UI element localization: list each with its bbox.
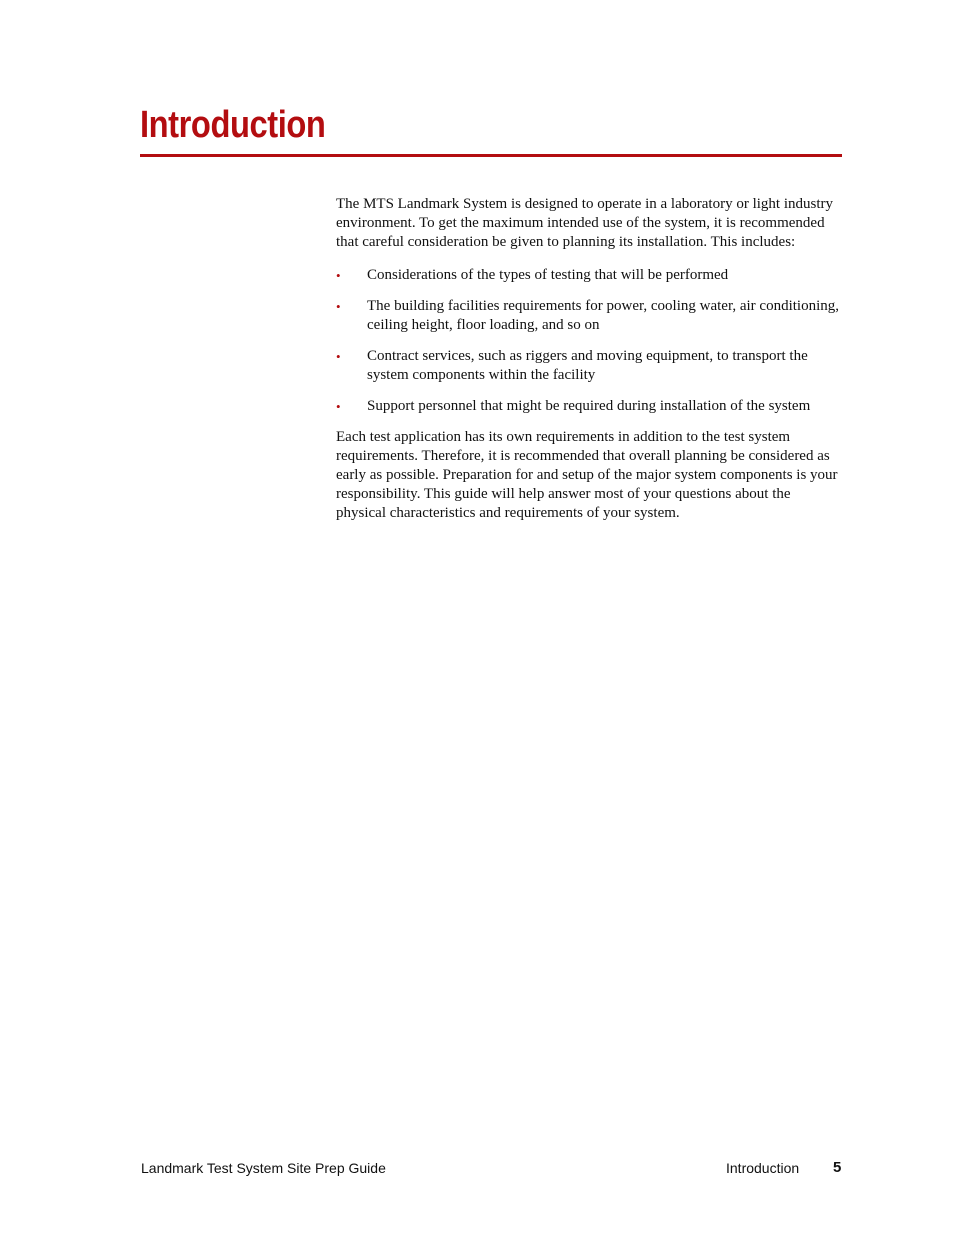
requirements-list: [336, 266, 842, 416]
bullet-icon: •: [336, 399, 341, 414]
list-item: [336, 347, 842, 385]
bullet-icon: •: [336, 299, 341, 314]
list-item-text: The building facilities requirements for power, cooling water, air conditioning, ceiling height, floor loading, and so on: [367, 298, 839, 333]
footer-guide-title: Landmark Test System Site Prep Guide: [141, 1160, 386, 1176]
list-item: [336, 266, 842, 285]
title-rule: [140, 154, 842, 157]
intro-paragraph: The MTS Landmark System is designed to operate in a laboratory or light industry environment. To get the maximum intended use of the system, it is recommended that careful consideration be given to planning its installation. This includes:: [336, 196, 833, 250]
page-title: Introduction: [140, 104, 326, 146]
list-item-text: Considerations of the types of testing that will be performed: [367, 267, 729, 283]
list-item: [336, 397, 842, 416]
list-item: [336, 297, 842, 335]
bullet-icon: •: [336, 349, 341, 364]
closing-paragraph: Each test application has its own requirements in addition to the test system requirements. Therefore, it is recommended that overall planning be considered as early as possible. Preparation for and setup of the major system components is your responsibility. This guide will help answer most of your questions about the physical characteristics and requirements of your system.: [336, 429, 838, 521]
footer-section-name: Introduction: [726, 1160, 800, 1176]
footer-page-number: 5: [833, 1159, 842, 1176]
list-item-text: Support personnel that might be required during installation of the system: [367, 398, 811, 414]
body-content: [336, 195, 842, 523]
list-item-text: Contract services, such as riggers and moving equipment, to transport the system components within the facility: [367, 348, 808, 383]
bullet-icon: •: [336, 268, 341, 283]
